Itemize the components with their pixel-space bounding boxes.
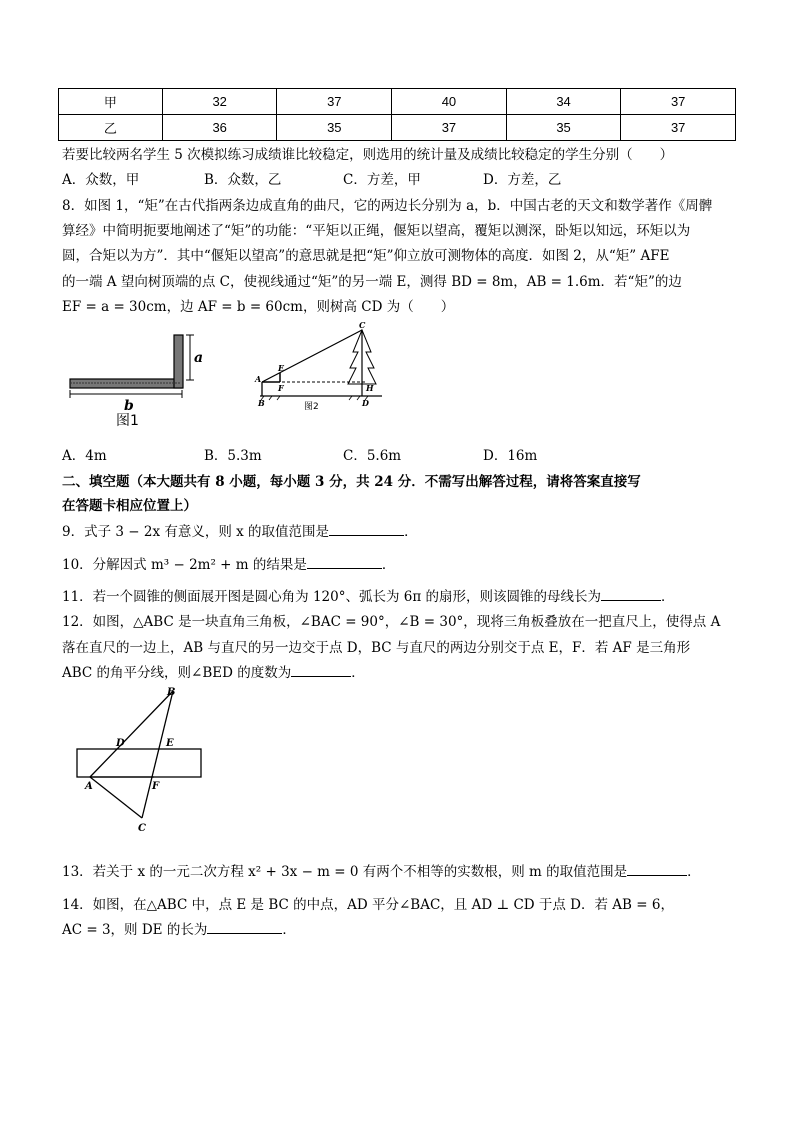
q10 — [62, 553, 395, 573]
table-cell: 35 — [277, 115, 392, 141]
q12-label-e: E — [166, 738, 174, 749]
q8-line-1: 8．如图 1，“矩”在古代指两条边成直角的曲尺，它的两边长分别为 a，b．中国古老的天文和数学著作《周髀 — [62, 198, 713, 214]
q7-option-b: B．众数，乙 — [204, 172, 282, 188]
fig2-label-a: A — [255, 374, 262, 384]
figure-1-square — [70, 330, 204, 430]
q13-text: 13．若关于 x 的一元二次方程 x² + 3x − m = 0 有两个不相等的实数根，则 m 的取值范围是 — [62, 864, 628, 880]
section-2-header-line-2: 在答题卡相应位置上） — [62, 498, 197, 514]
table-cell: 37 — [277, 89, 392, 115]
table-cell: 40 — [392, 89, 507, 115]
q13-end: ． — [687, 864, 701, 880]
fig2-label-e: E — [278, 363, 285, 373]
table-cell: 34 — [506, 89, 621, 115]
q12 — [62, 661, 365, 681]
q12-line-2: 落在直尺的一边上，AB 与直尺的另一边交于点 D，BC 与直尺的两边分别交于点 E，F．若 AF 是三角形 — [62, 640, 691, 656]
fig2-caption: 图2 — [304, 402, 319, 412]
q8-option-d: D．16m — [483, 448, 538, 464]
q8-line-2: 算经》中简明扼要地阐述了“矩”的功能：“平矩以正绳，偃矩以望高，覆矩以测深，卧矩以知远，环矩以为 — [62, 223, 691, 239]
q11-text: 11．若一个圆锥的侧面展开图是圆心角为 120°、弧长为 6π 的扇形，则该圆锥的母线长为 — [62, 589, 602, 605]
q12-label-c: C — [138, 823, 146, 834]
q9-end: ． — [404, 524, 418, 540]
answer-blank[interactable] — [601, 588, 661, 601]
figure-2-tree — [252, 320, 392, 430]
figure-q12-triangle-ruler — [70, 682, 220, 837]
fig2-label-f: F — [278, 383, 284, 393]
table-cell: 甲 — [59, 89, 163, 115]
q11 — [62, 585, 675, 605]
q12-label-b: B — [167, 687, 176, 698]
q7-option-d: D．方差，乙 — [483, 172, 562, 188]
q14 — [62, 918, 296, 938]
answer-blank[interactable] — [627, 863, 687, 876]
q7-option-a: A．众数，甲 — [62, 172, 140, 188]
score-table — [58, 88, 736, 141]
q13 — [62, 860, 701, 880]
fig2-label-c: C — [359, 320, 366, 330]
q14-text: AC = 3，则 DE 的长为 — [62, 922, 208, 938]
q12-end: ． — [351, 665, 365, 681]
q10-text: 10．分解因式 m³ − 2m² + m 的结果是 — [62, 557, 307, 573]
table-cell: 37 — [621, 89, 736, 115]
q12-label-f: F — [152, 781, 160, 792]
table-cell: 32 — [162, 89, 277, 115]
q8-line-4: 的一端 A 望向树顶端的点 C，使视线通过“矩”的另一端 E，测得 BD = 8m，AB = 1.6m．若“矩”的边 — [62, 274, 682, 290]
table-cell: 37 — [621, 115, 736, 141]
table-cell: 37 — [392, 115, 507, 141]
section-2-header-line-1: 二、填空题（本大题共有 8 小题，每小题 3 分，共 24 分．不需写出解答过程，请将答案直接写 — [62, 474, 641, 490]
q9-text: 9．式子 3 − 2x 有意义，则 x 的取值范围是 — [62, 524, 330, 540]
fig1-label-b: b — [124, 398, 134, 414]
fig1-label-a: a — [194, 350, 204, 366]
q12-label-a: A — [85, 781, 93, 792]
fig1-caption: 图1 — [116, 413, 139, 429]
table-row — [59, 115, 736, 141]
table-cell: 36 — [162, 115, 277, 141]
q8-option-b: B．5.3m — [204, 448, 262, 464]
fig2-label-d: D — [362, 398, 369, 408]
q9 — [62, 520, 418, 540]
table-row — [59, 89, 736, 115]
q12-text: ABC 的角平分线，则∠BED 的度数为 — [62, 665, 292, 681]
fig2-label-h: H — [366, 383, 374, 393]
answer-blank[interactable] — [207, 921, 282, 934]
q12-label-d: D — [116, 738, 125, 749]
q8-option-a: A．4m — [62, 448, 107, 464]
table-cell: 乙 — [59, 115, 163, 141]
answer-blank[interactable] — [291, 664, 351, 677]
q14-end: ． — [282, 922, 296, 938]
q8-line-5: EF = a = 30cm，边 AF = b = 60cm，则树高 CD 为（ ） — [62, 299, 455, 315]
q7-option-c: C．方差，甲 — [343, 172, 421, 188]
answer-blank[interactable] — [307, 556, 382, 569]
fig2-label-b: B — [258, 398, 265, 408]
q8-option-c: C．5.6m — [343, 448, 402, 464]
q8-line-3: 圆，合矩以为方”．其中“偃矩以望高”的意思就是把“矩”仰立放可测物体的高度．如图 2，从“矩” AFE — [62, 248, 670, 264]
table-cell: 35 — [506, 115, 621, 141]
q10-end: ． — [381, 557, 396, 573]
q14-line-1: 14．如图，在△ABC 中，点 E 是 BC 的中点，AD 平分∠BAC，且 AD ⊥ CD 于点 D．若 AB = 6， — [62, 897, 674, 913]
answer-blank[interactable] — [329, 523, 404, 536]
q7-stem: 若要比较两名学生 5 次模拟练习成绩谁比较稳定，则选用的统计量及成绩比较稳定的学生分别（ ） — [62, 147, 674, 163]
q12-line-1: 12．如图，△ABC 是一块直角三角板，∠BAC = 90°，∠B = 30°，现将三角板叠放在一把直尺上，使得点 A — [62, 614, 721, 630]
q11-end: ． — [661, 589, 675, 605]
